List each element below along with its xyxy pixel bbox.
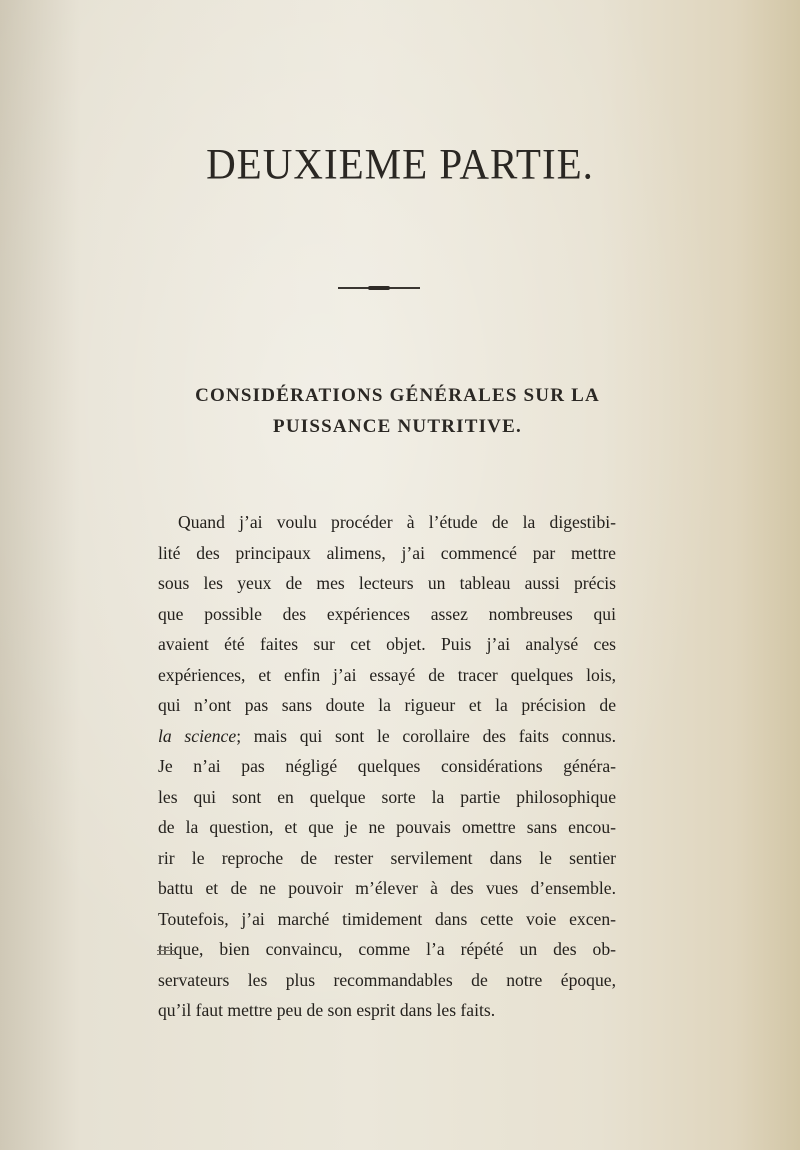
paragraph-line: servateurs les plus recommandables de notre époque, [158,969,616,990]
paragraph-line: expériences, et enfin j’ai essayé de tracer quelques lois, [158,664,616,685]
paragraph-line: sous les yeux de mes lecteurs un tableau aussi précis [158,573,616,593]
section-title-line-2: PUISSANCE NUTRITIVE. [273,416,522,437]
paragraph-line: lité des principaux alimens, j’ai commencé par mettre [158,542,616,563]
paragraph-line-italic: la science; mais qui sont le corollaire des faits connus. [158,725,616,746]
paragraph-line: battu et de ne pouvoir m’élever à des vues d’ensemble. [158,878,616,898]
paragraph-line: que possible des expériences assez nombreuses qui [158,603,616,624]
paragraph-line: avaient été faites sur cet objet. Puis j’ai analysé ces [158,634,616,654]
paragraph-line: qu’il faut mettre peu de son esprit dans les faits. [158,1000,496,1020]
paragraph-line: Quand j’ai voulu procéder à l’étude de la digestibi- [178,512,616,532]
paragraph-line: Toutefois, j’ai marché timidement dans cette voie excen- [158,908,616,929]
section-title [160,380,635,442]
paragraph-line: de la question, et que je ne pouvais omettre sans encou- [158,817,616,837]
title-rule-ornament [338,287,420,289]
italic-phrase: la science [158,725,237,746]
part-title: DEUXIEME PARTIE. [206,139,594,189]
paragraph-line: qui n’ont pas sans doute la rigueur et la précision de [158,695,616,715]
paragraph-line: Je n’ai pas négligé quelques considérations généra- [158,756,616,776]
body-paragraph [158,507,616,1026]
show-through-bleed [150,185,620,505]
paragraph-line: trique, bien convaincu, comme l’a répété un des ob- [158,939,616,959]
signature-mark [157,950,175,955]
section-title-line-1: CONSIDÉRATIONS GÉNÉRALES SUR LA [195,385,600,406]
paragraph-line: rir le reproche de rester servilement dans le sentier [158,847,616,868]
paragraph-line: les qui sont en quelque sorte la partie philosophique [158,786,616,807]
